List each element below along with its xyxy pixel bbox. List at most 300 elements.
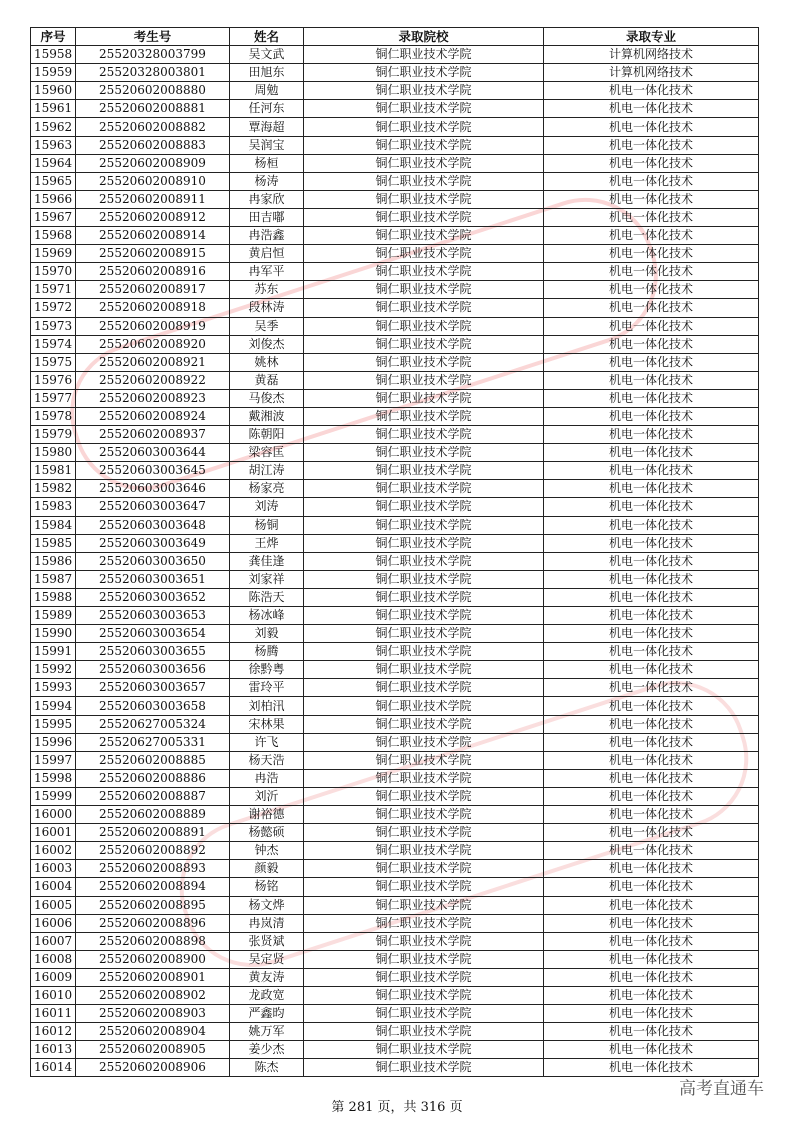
cell-exam-id: 25520602008919 (76, 317, 230, 335)
cell-seq: 16011 (31, 1005, 76, 1023)
cell-major: 计算机网络技术 (544, 46, 759, 64)
cell-major: 机电一体化技术 (544, 950, 759, 968)
table-row (31, 860, 759, 878)
cell-school: 铜仁职业技术学院 (304, 715, 544, 733)
cell-school: 铜仁职业技术学院 (304, 389, 544, 407)
cell-exam-id: 25520602008937 (76, 426, 230, 444)
cell-name: 许飞 (230, 733, 304, 751)
table-row (31, 552, 759, 570)
cell-seq: 15970 (31, 263, 76, 281)
cell-exam-id: 25520603003657 (76, 679, 230, 697)
cell-major: 机电一体化技术 (544, 335, 759, 353)
cell-school: 铜仁职业技术学院 (304, 607, 544, 625)
cell-school: 铜仁职业技术学院 (304, 335, 544, 353)
cell-major: 机电一体化技术 (544, 100, 759, 118)
cell-seq: 15958 (31, 46, 76, 64)
header-exam-id: 考生号 (76, 28, 230, 46)
cell-major: 机电一体化技术 (544, 914, 759, 932)
cell-school: 铜仁职业技术学院 (304, 100, 544, 118)
cell-seq: 16004 (31, 878, 76, 896)
cell-school: 铜仁职业技术学院 (304, 371, 544, 389)
cell-major: 机电一体化技术 (544, 932, 759, 950)
cell-seq: 15994 (31, 697, 76, 715)
table-row (31, 154, 759, 172)
cell-exam-id: 25520602008902 (76, 986, 230, 1004)
table-row (31, 607, 759, 625)
cell-major: 机电一体化技术 (544, 516, 759, 534)
cell-name: 段林涛 (230, 299, 304, 317)
cell-exam-id: 25520328003799 (76, 46, 230, 64)
cell-major: 机电一体化技术 (544, 353, 759, 371)
table-row (31, 968, 759, 986)
cell-exam-id: 25520602008896 (76, 914, 230, 932)
cell-exam-id: 25520602008882 (76, 118, 230, 136)
table-row (31, 407, 759, 425)
cell-school: 铜仁职业技术学院 (304, 842, 544, 860)
cell-major: 机电一体化技术 (544, 227, 759, 245)
cell-major: 机电一体化技术 (544, 787, 759, 805)
table-row (31, 751, 759, 769)
cell-major: 机电一体化技术 (544, 371, 759, 389)
cell-major: 机电一体化技术 (544, 715, 759, 733)
cell-seq: 16009 (31, 968, 76, 986)
cell-name: 冉浩鑫 (230, 227, 304, 245)
table-row (31, 172, 759, 190)
cell-name: 姚林 (230, 353, 304, 371)
table-body (31, 46, 759, 1077)
cell-exam-id: 25520603003644 (76, 444, 230, 462)
table-row (31, 697, 759, 715)
cell-school: 铜仁职业技术学院 (304, 588, 544, 606)
cell-seq: 15963 (31, 136, 76, 154)
cell-name: 谢裕德 (230, 806, 304, 824)
table-row (31, 335, 759, 353)
cell-school: 铜仁职业技术学院 (304, 986, 544, 1004)
cell-exam-id: 25520603003653 (76, 607, 230, 625)
table-row (31, 317, 759, 335)
cell-name: 杨冰峰 (230, 607, 304, 625)
cell-seq: 15977 (31, 389, 76, 407)
cell-major: 机电一体化技术 (544, 136, 759, 154)
page-number: 第 281 页，共 316 页 (331, 1100, 463, 1115)
cell-major: 机电一体化技术 (544, 498, 759, 516)
cell-school: 铜仁职业技术学院 (304, 64, 544, 82)
cell-seq: 15964 (31, 154, 76, 172)
header-major: 录取专业 (544, 28, 759, 46)
cell-name: 田吉嘟 (230, 208, 304, 226)
cell-exam-id: 25520603003650 (76, 552, 230, 570)
cell-seq: 16007 (31, 932, 76, 950)
cell-major: 机电一体化技术 (544, 317, 759, 335)
cell-exam-id: 25520603003652 (76, 588, 230, 606)
cell-major: 机电一体化技术 (544, 643, 759, 661)
cell-school: 铜仁职业技术学院 (304, 480, 544, 498)
cell-school: 铜仁职业技术学院 (304, 281, 544, 299)
table-row (31, 516, 759, 534)
cell-seq: 16003 (31, 860, 76, 878)
table-row (31, 371, 759, 389)
cell-major: 机电一体化技术 (544, 878, 759, 896)
cell-name: 刘毅 (230, 625, 304, 643)
cell-name: 杨铜 (230, 516, 304, 534)
cell-exam-id: 25520602008891 (76, 824, 230, 842)
cell-seq: 15972 (31, 299, 76, 317)
table-row (31, 190, 759, 208)
cell-name: 刘涛 (230, 498, 304, 516)
table-row (31, 806, 759, 824)
cell-major: 机电一体化技术 (544, 480, 759, 498)
table-row (31, 950, 759, 968)
cell-school: 铜仁职业技术学院 (304, 498, 544, 516)
cell-major: 机电一体化技术 (544, 462, 759, 480)
cell-name: 杨天浩 (230, 751, 304, 769)
cell-seq: 16014 (31, 1059, 76, 1077)
table-row (31, 914, 759, 932)
cell-name: 冉家欣 (230, 190, 304, 208)
table-row (31, 787, 759, 805)
cell-exam-id: 25520602008905 (76, 1041, 230, 1059)
cell-seq: 15968 (31, 227, 76, 245)
cell-major: 机电一体化技术 (544, 407, 759, 425)
table-row (31, 1005, 759, 1023)
cell-exam-id: 25520627005331 (76, 733, 230, 751)
cell-seq: 16002 (31, 842, 76, 860)
cell-exam-id: 25520602008917 (76, 281, 230, 299)
cell-major: 机电一体化技术 (544, 1059, 759, 1077)
cell-major: 机电一体化技术 (544, 824, 759, 842)
cell-school: 铜仁职业技术学院 (304, 950, 544, 968)
cell-school: 铜仁职业技术学院 (304, 534, 544, 552)
table-row (31, 462, 759, 480)
cell-name: 黄友涛 (230, 968, 304, 986)
cell-school: 铜仁职业技术学院 (304, 697, 544, 715)
cell-name: 刘柏汛 (230, 697, 304, 715)
cell-seq: 15967 (31, 208, 76, 226)
table-row (31, 389, 759, 407)
cell-seq: 15985 (31, 534, 76, 552)
cell-school: 铜仁职业技术学院 (304, 1059, 544, 1077)
table-row (31, 842, 759, 860)
cell-exam-id: 25520602008885 (76, 751, 230, 769)
cell-name: 黄磊 (230, 371, 304, 389)
cell-seq: 15987 (31, 570, 76, 588)
cell-school: 铜仁职业技术学院 (304, 860, 544, 878)
cell-name: 杨家亮 (230, 480, 304, 498)
cell-name: 颜毅 (230, 860, 304, 878)
cell-major: 机电一体化技术 (544, 299, 759, 317)
cell-seq: 15996 (31, 733, 76, 751)
cell-name: 徐黔粤 (230, 661, 304, 679)
cell-exam-id: 25520602008914 (76, 227, 230, 245)
cell-major: 机电一体化技术 (544, 552, 759, 570)
cell-exam-id: 25520602008912 (76, 208, 230, 226)
cell-name: 严鑫昀 (230, 1005, 304, 1023)
site-watermark: 高考直通车 (679, 1079, 764, 1099)
table-row (31, 118, 759, 136)
cell-major: 机电一体化技术 (544, 860, 759, 878)
cell-name: 姜少杰 (230, 1041, 304, 1059)
cell-exam-id: 25520602008909 (76, 154, 230, 172)
cell-name: 黄启恒 (230, 245, 304, 263)
table-row (31, 570, 759, 588)
cell-name: 雷玲平 (230, 679, 304, 697)
cell-exam-id: 25520602008881 (76, 100, 230, 118)
cell-school: 铜仁职业技术学院 (304, 679, 544, 697)
table-row (31, 46, 759, 64)
cell-major: 机电一体化技术 (544, 1023, 759, 1041)
cell-exam-id: 25520603003658 (76, 697, 230, 715)
cell-name: 冉浩 (230, 769, 304, 787)
cell-exam-id: 25520602008911 (76, 190, 230, 208)
cell-seq: 15980 (31, 444, 76, 462)
table-row (31, 733, 759, 751)
cell-school: 铜仁职业技术学院 (304, 118, 544, 136)
cell-school: 铜仁职业技术学院 (304, 353, 544, 371)
cell-major: 机电一体化技术 (544, 661, 759, 679)
cell-seq: 15974 (31, 335, 76, 353)
cell-name: 田旭东 (230, 64, 304, 82)
cell-exam-id: 25520602008892 (76, 842, 230, 860)
cell-exam-id: 25520602008916 (76, 263, 230, 281)
cell-exam-id: 25520602008883 (76, 136, 230, 154)
cell-name: 任河东 (230, 100, 304, 118)
cell-seq: 15986 (31, 552, 76, 570)
table-row (31, 588, 759, 606)
table-row (31, 64, 759, 82)
cell-seq: 15971 (31, 281, 76, 299)
cell-seq: 16013 (31, 1041, 76, 1059)
cell-exam-id: 25520603003655 (76, 643, 230, 661)
cell-school: 铜仁职业技术学院 (304, 824, 544, 842)
cell-school: 铜仁职业技术学院 (304, 227, 544, 245)
cell-major: 机电一体化技术 (544, 82, 759, 100)
cell-seq: 15976 (31, 371, 76, 389)
cell-major: 机电一体化技术 (544, 1041, 759, 1059)
cell-name: 梁容匡 (230, 444, 304, 462)
table-row (31, 480, 759, 498)
cell-name: 吴定贤 (230, 950, 304, 968)
cell-seq: 15965 (31, 172, 76, 190)
cell-school: 铜仁职业技术学院 (304, 154, 544, 172)
cell-major: 机电一体化技术 (544, 607, 759, 625)
cell-seq: 15983 (31, 498, 76, 516)
header-name: 姓名 (230, 28, 304, 46)
cell-name: 胡江涛 (230, 462, 304, 480)
table-row (31, 227, 759, 245)
cell-major: 机电一体化技术 (544, 986, 759, 1004)
cell-exam-id: 25520603003648 (76, 516, 230, 534)
cell-seq: 16001 (31, 824, 76, 842)
cell-major: 机电一体化技术 (544, 263, 759, 281)
cell-exam-id: 25520602008915 (76, 245, 230, 263)
cell-seq: 15966 (31, 190, 76, 208)
cell-exam-id: 25520602008900 (76, 950, 230, 968)
cell-seq: 16000 (31, 806, 76, 824)
table-row (31, 299, 759, 317)
cell-school: 铜仁职业技术学院 (304, 1023, 544, 1041)
cell-school: 铜仁职业技术学院 (304, 245, 544, 263)
cell-school: 铜仁职业技术学院 (304, 570, 544, 588)
cell-seq: 15984 (31, 516, 76, 534)
cell-name: 陈朝阳 (230, 426, 304, 444)
cell-major: 机电一体化技术 (544, 281, 759, 299)
cell-school: 铜仁职业技术学院 (304, 733, 544, 751)
cell-exam-id: 25520602008918 (76, 299, 230, 317)
cell-major: 机电一体化技术 (544, 679, 759, 697)
cell-seq: 16012 (31, 1023, 76, 1041)
cell-school: 铜仁职业技术学院 (304, 643, 544, 661)
cell-major: 机电一体化技术 (544, 769, 759, 787)
cell-exam-id: 25520602008887 (76, 787, 230, 805)
cell-exam-id: 25520602008903 (76, 1005, 230, 1023)
admission-table (30, 27, 759, 1077)
cell-exam-id: 25520602008893 (76, 860, 230, 878)
cell-major: 机电一体化技术 (544, 697, 759, 715)
cell-seq: 15960 (31, 82, 76, 100)
cell-seq: 15997 (31, 751, 76, 769)
cell-name: 吴季 (230, 317, 304, 335)
cell-major: 机电一体化技术 (544, 588, 759, 606)
cell-seq: 15998 (31, 769, 76, 787)
cell-major: 机电一体化技术 (544, 751, 759, 769)
cell-name: 杨腾 (230, 643, 304, 661)
cell-school: 铜仁职业技术学院 (304, 661, 544, 679)
table-row (31, 625, 759, 643)
cell-school: 铜仁职业技术学院 (304, 625, 544, 643)
cell-major: 机电一体化技术 (544, 570, 759, 588)
cell-seq: 16008 (31, 950, 76, 968)
cell-exam-id: 25520328003801 (76, 64, 230, 82)
cell-seq: 15982 (31, 480, 76, 498)
table-row (31, 679, 759, 697)
cell-exam-id: 25520602008924 (76, 407, 230, 425)
cell-school: 铜仁职业技术学院 (304, 914, 544, 932)
table-row (31, 986, 759, 1004)
table-row (31, 208, 759, 226)
table-row (31, 444, 759, 462)
table-row (31, 878, 759, 896)
cell-major: 机电一体化技术 (544, 733, 759, 751)
table-row (31, 281, 759, 299)
table-row (31, 1041, 759, 1059)
table-row (31, 715, 759, 733)
cell-name: 周勉 (230, 82, 304, 100)
cell-name: 陈杰 (230, 1059, 304, 1077)
cell-school: 铜仁职业技术学院 (304, 46, 544, 64)
cell-name: 龙政宽 (230, 986, 304, 1004)
table-header-row (31, 28, 759, 46)
table-row (31, 824, 759, 842)
cell-seq: 15969 (31, 245, 76, 263)
cell-exam-id: 25520602008898 (76, 932, 230, 950)
cell-exam-id: 25520602008904 (76, 1023, 230, 1041)
cell-exam-id: 25520602008906 (76, 1059, 230, 1077)
cell-seq: 16005 (31, 896, 76, 914)
cell-major: 机电一体化技术 (544, 896, 759, 914)
cell-seq: 15961 (31, 100, 76, 118)
header-school: 录取院校 (304, 28, 544, 46)
cell-major: 机电一体化技术 (544, 426, 759, 444)
cell-exam-id: 25520603003647 (76, 498, 230, 516)
cell-major: 机电一体化技术 (544, 806, 759, 824)
cell-school: 铜仁职业技术学院 (304, 1005, 544, 1023)
table-row (31, 136, 759, 154)
cell-school: 铜仁职业技术学院 (304, 1041, 544, 1059)
cell-school: 铜仁职业技术学院 (304, 769, 544, 787)
cell-exam-id: 25520603003654 (76, 625, 230, 643)
cell-name: 吴文武 (230, 46, 304, 64)
table-row (31, 932, 759, 950)
cell-school: 铜仁职业技术学院 (304, 806, 544, 824)
cell-exam-id: 25520602008889 (76, 806, 230, 824)
cell-name: 钟杰 (230, 842, 304, 860)
table-row (31, 82, 759, 100)
cell-school: 铜仁职业技术学院 (304, 462, 544, 480)
cell-exam-id: 25520627005324 (76, 715, 230, 733)
header-seq: 序号 (31, 28, 76, 46)
cell-exam-id: 25520603003651 (76, 570, 230, 588)
cell-major: 机电一体化技术 (544, 968, 759, 986)
table-row (31, 643, 759, 661)
cell-name: 宋林果 (230, 715, 304, 733)
cell-major: 机电一体化技术 (544, 154, 759, 172)
cell-seq: 16010 (31, 986, 76, 1004)
cell-major: 机电一体化技术 (544, 208, 759, 226)
cell-school: 铜仁职业技术学院 (304, 787, 544, 805)
cell-school: 铜仁职业技术学院 (304, 136, 544, 154)
table-row (31, 769, 759, 787)
cell-seq: 16006 (31, 914, 76, 932)
cell-exam-id: 25520602008894 (76, 878, 230, 896)
cell-seq: 15988 (31, 588, 76, 606)
cell-exam-id: 25520603003646 (76, 480, 230, 498)
cell-major: 机电一体化技术 (544, 172, 759, 190)
cell-seq: 15973 (31, 317, 76, 335)
cell-seq: 15989 (31, 607, 76, 625)
cell-name: 王烨 (230, 534, 304, 552)
cell-name: 陈浩天 (230, 588, 304, 606)
cell-school: 铜仁职业技术学院 (304, 82, 544, 100)
cell-seq: 15993 (31, 679, 76, 697)
cell-school: 铜仁职业技术学院 (304, 172, 544, 190)
cell-name: 杨铭 (230, 878, 304, 896)
cell-exam-id: 25520602008880 (76, 82, 230, 100)
cell-name: 龚佳逢 (230, 552, 304, 570)
cell-major: 机电一体化技术 (544, 534, 759, 552)
cell-name: 马俊杰 (230, 389, 304, 407)
cell-major: 机电一体化技术 (544, 444, 759, 462)
table-row (31, 263, 759, 281)
cell-school: 铜仁职业技术学院 (304, 426, 544, 444)
cell-name: 冉岚清 (230, 914, 304, 932)
cell-name: 杨桓 (230, 154, 304, 172)
cell-name: 吴润宝 (230, 136, 304, 154)
cell-major: 机电一体化技术 (544, 190, 759, 208)
cell-exam-id: 25520602008886 (76, 769, 230, 787)
cell-exam-id: 25520602008922 (76, 371, 230, 389)
cell-seq: 15962 (31, 118, 76, 136)
cell-exam-id: 25520603003649 (76, 534, 230, 552)
cell-seq: 15959 (31, 64, 76, 82)
cell-school: 铜仁职业技术学院 (304, 968, 544, 986)
cell-name: 刘俊杰 (230, 335, 304, 353)
table-row (31, 1059, 759, 1077)
cell-school: 铜仁职业技术学院 (304, 317, 544, 335)
table-row (31, 353, 759, 371)
table-row (31, 661, 759, 679)
cell-school: 铜仁职业技术学院 (304, 878, 544, 896)
cell-name: 杨懿硕 (230, 824, 304, 842)
